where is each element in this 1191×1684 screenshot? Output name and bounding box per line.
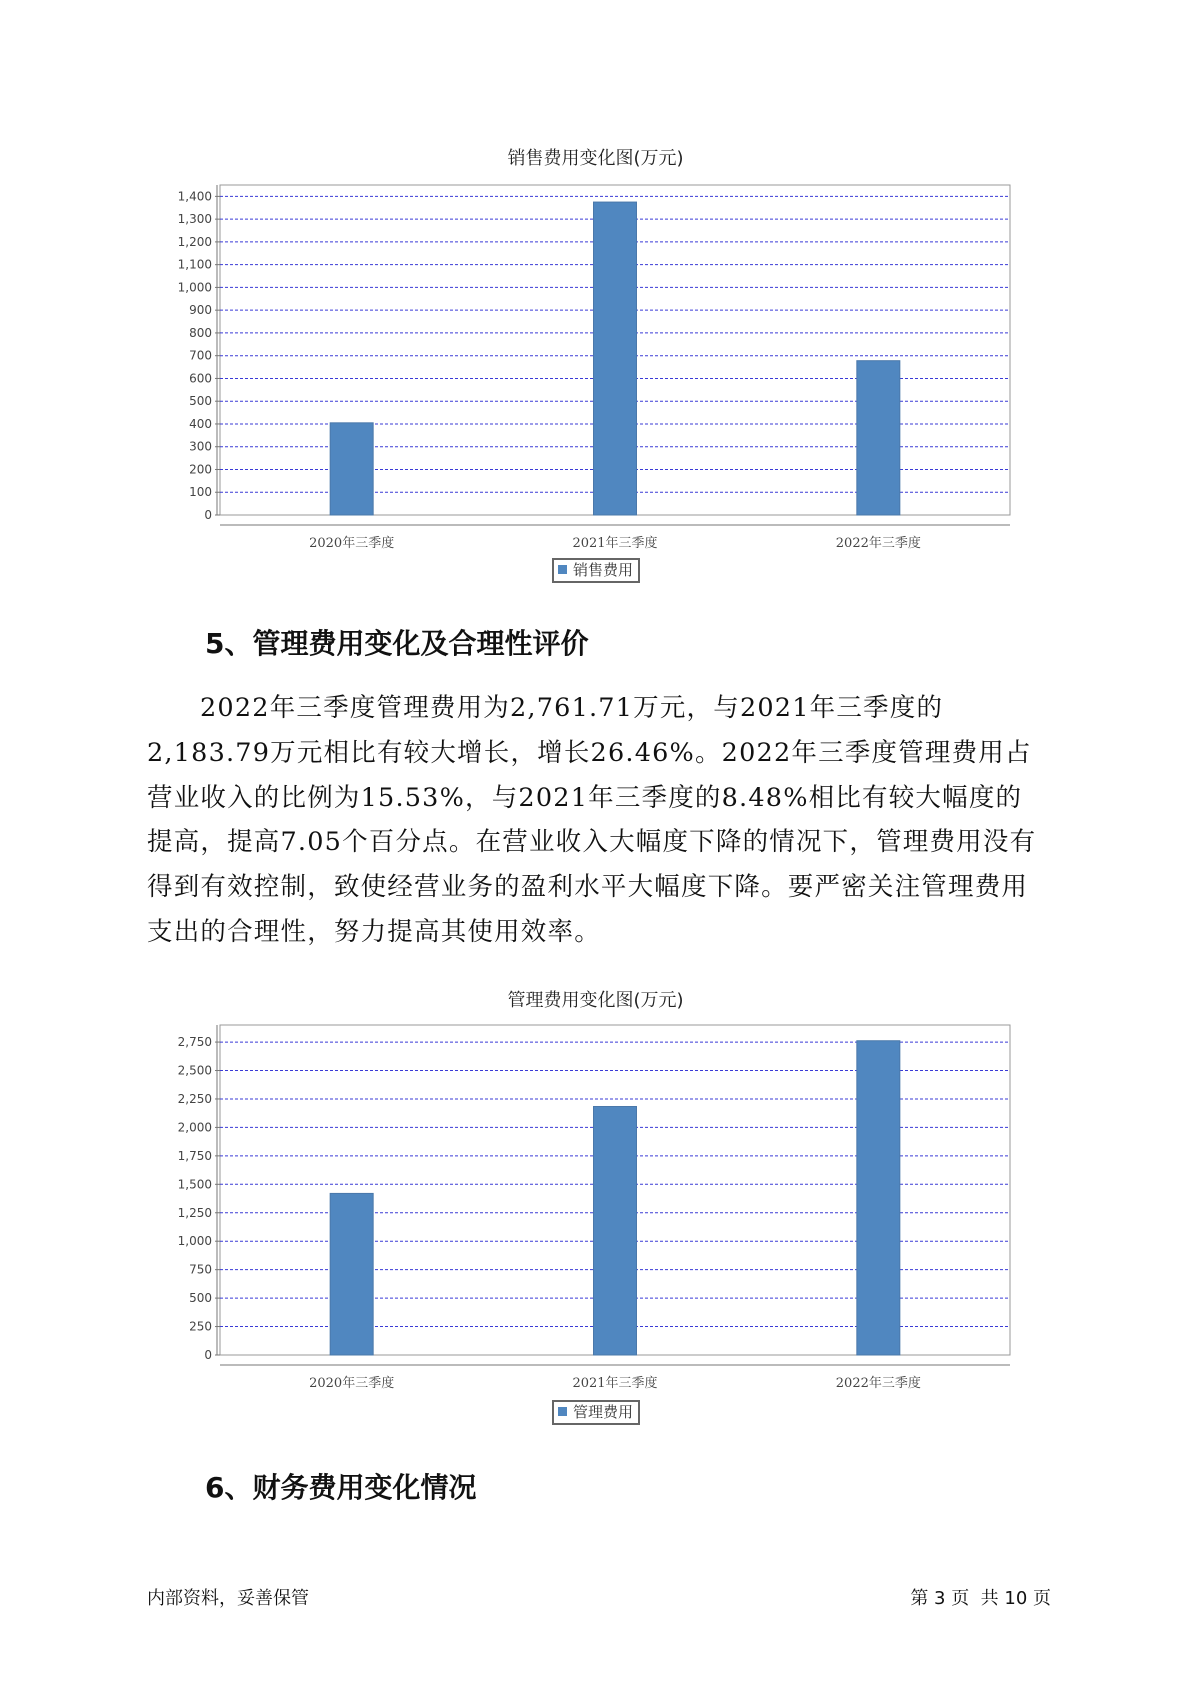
y-tick-label: 0 — [204, 508, 212, 522]
x-tick-label: 2020年三季度 — [309, 1376, 395, 1390]
y-tick-label: 600 — [189, 371, 212, 386]
y-tick-label: 1,750 — [177, 1148, 212, 1163]
bar — [330, 423, 373, 515]
sales-expense-chart — [0, 170, 1191, 550]
y-tick-label: 2,250 — [177, 1091, 212, 1106]
y-tick-label: 800 — [189, 325, 212, 340]
y-tick-label: 750 — [189, 1262, 212, 1277]
y-tick-label: 1,500 — [177, 1177, 212, 1192]
x-tick-label: 2022年三季度 — [835, 536, 921, 550]
admin-expense-legend — [552, 1400, 640, 1425]
admin-expense-chart — [0, 1010, 1191, 1390]
section5-heading: 5、管理费用变化及合理性评价 — [205, 627, 589, 660]
y-tick-label: 1,000 — [177, 1234, 212, 1249]
y-tick-label: 1,250 — [177, 1205, 212, 1220]
footer-confidential-note: 内部资料，妥善保管 — [147, 1588, 309, 1609]
y-tick-label: 2,750 — [177, 1035, 212, 1050]
y-tick-label: 500 — [189, 394, 212, 409]
y-tick-label: 1,100 — [177, 257, 212, 272]
legend-swatch — [558, 565, 567, 574]
section5-paragraph: 2022年三季度管理费用为2,761.71万元，与2021年三季度的2,183.79万元相比有较大增长，增长26.46%。2022年三季度管理费用占营业收入的比例为15.53%，与2021年三季度的8.48%相比有较大幅度的提高，提高7.05个百分点。在营业收入大幅度下降的情况下，管理费用没有得到有效控制，致使经营业务的盈利水平大幅度下降。要严密关注管理费用支出的合理性，努力提高其使用效率。 — [147, 693, 1037, 947]
y-tick-label: 100 — [189, 485, 212, 500]
y-tick-label: 400 — [189, 416, 212, 431]
y-tick-label: 1,400 — [177, 189, 212, 204]
bar — [857, 361, 900, 515]
x-tick-label: 2020年三季度 — [309, 536, 395, 550]
y-tick-label: 2,500 — [177, 1063, 212, 1078]
bar — [594, 202, 637, 515]
y-tick-label: 1,300 — [177, 212, 212, 227]
y-tick-label: 1,000 — [177, 280, 212, 295]
x-tick-label: 2021年三季度 — [572, 536, 658, 550]
legend-label: 管理费用 — [573, 1403, 634, 1421]
y-tick-label: 700 — [189, 348, 212, 363]
legend-label: 销售费用 — [573, 561, 634, 579]
x-tick-label: 2021年三季度 — [572, 1376, 658, 1390]
y-tick-label: 300 — [189, 439, 212, 454]
y-tick-label: 900 — [189, 303, 212, 318]
sales-expense-chart-title: 销售费用变化图(万元) — [507, 148, 684, 169]
y-tick-label: 500 — [189, 1291, 212, 1306]
admin-expense-chart-title: 管理费用变化图(万元) — [507, 990, 684, 1011]
y-tick-label: 200 — [189, 462, 212, 477]
y-tick-label: 250 — [189, 1319, 212, 1334]
section6-heading: 6、财务费用变化情况 — [205, 1471, 477, 1504]
y-tick-label: 2,000 — [177, 1120, 212, 1135]
legend-swatch — [558, 1407, 567, 1416]
y-tick-label: 1,200 — [177, 234, 212, 249]
bar — [594, 1106, 637, 1355]
bar — [330, 1193, 373, 1355]
y-tick-label: 0 — [204, 1348, 212, 1362]
bar — [857, 1041, 900, 1355]
sales-expense-legend — [552, 558, 640, 583]
x-tick-label: 2022年三季度 — [835, 1376, 921, 1390]
footer-page-number: 第 3 页 共 10 页 — [910, 1588, 1051, 1609]
